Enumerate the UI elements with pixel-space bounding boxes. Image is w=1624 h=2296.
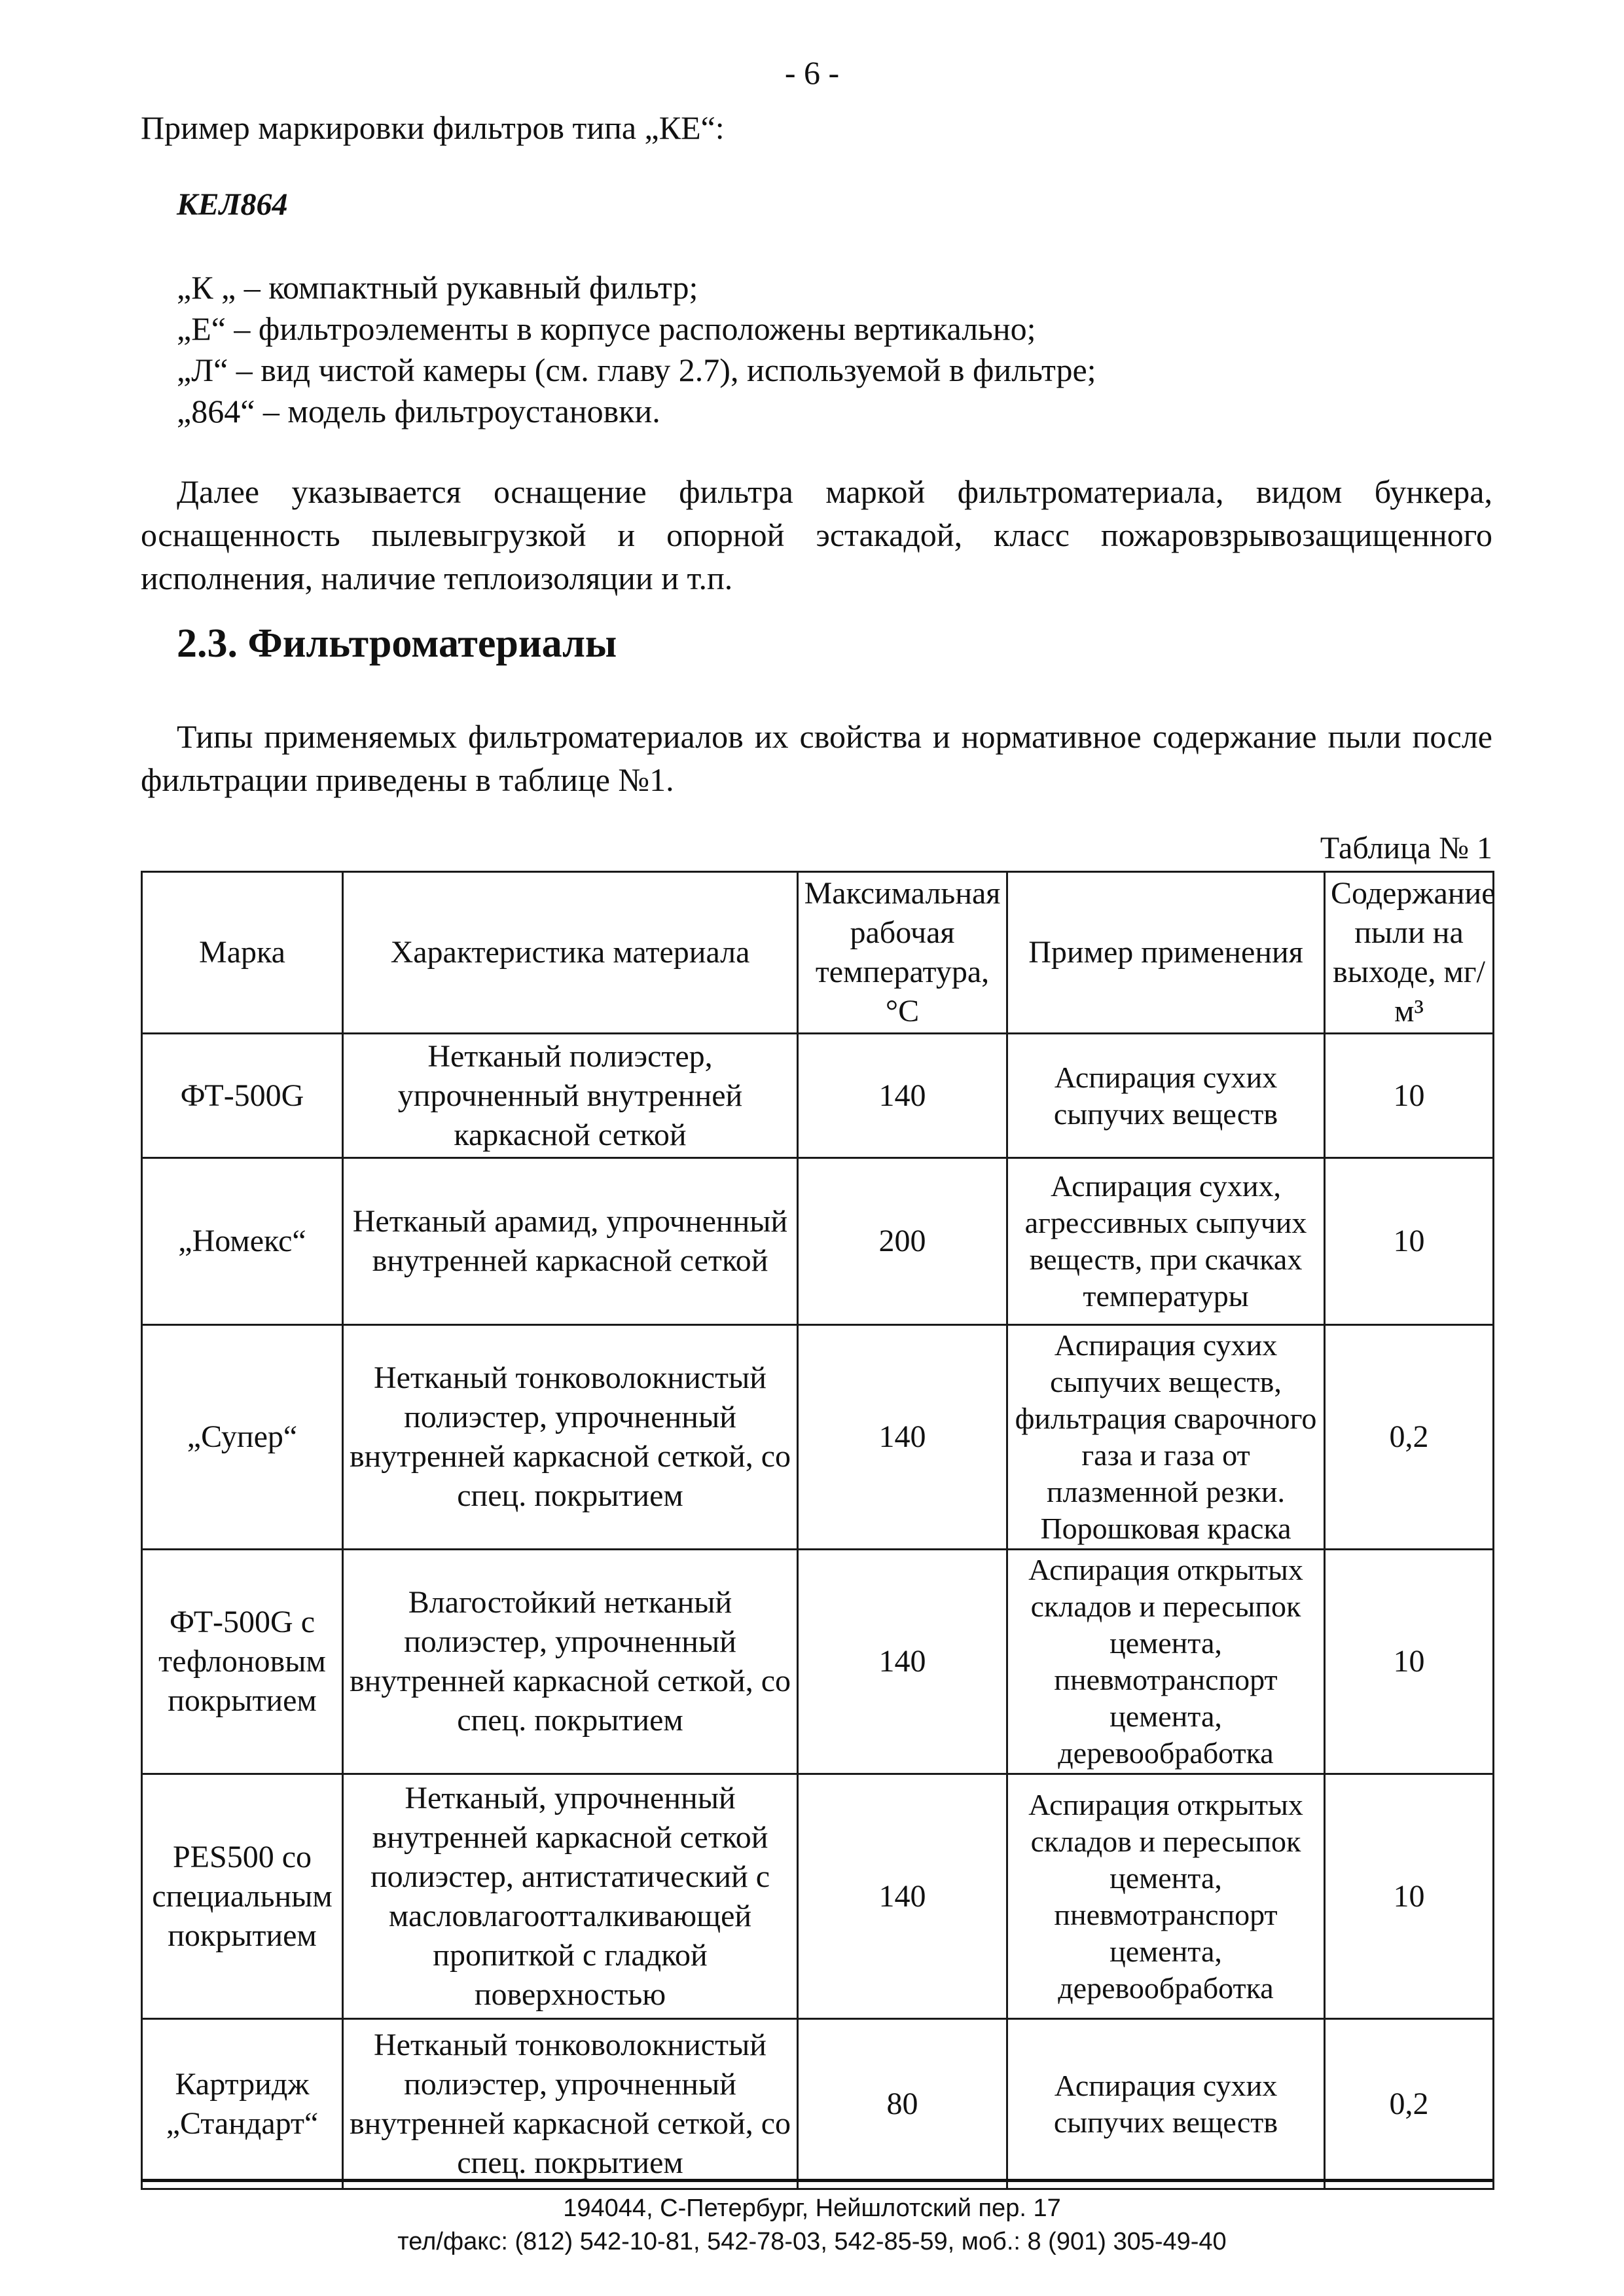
table-row [142, 2019, 1494, 2189]
cell-characteristic: Нетканый арамид, упрочненный внутренней каркасной сеткой [343, 1158, 798, 1325]
table-row [142, 1158, 1494, 1325]
cell-brand: ФТ-500G [142, 1034, 343, 1158]
cell-characteristic: Нетканый тонковолокнистый полиэстер, упрочненный внутренней каркасной сеткой, со спец. покрытием [343, 2019, 798, 2189]
marking-legend [177, 267, 1096, 432]
description-paragraph: Далее указывается оснащение фильтра маркой фильтроматериала, видом бункера, оснащенность пылевыгрузкой и опорной эстакадой, класс пожаровзрывозащищенного исполнения, наличие теплоизоляции и т.п. [141, 473, 1492, 596]
header-application: Пример применения [1007, 872, 1325, 1034]
cell-dust: 0,2 [1325, 2019, 1494, 2189]
footer-address: 194044, С-Петербург, Нейшлотский пер. 17 [563, 2195, 1061, 2222]
marking-code: КЕЛ864 [177, 187, 288, 222]
header-brand: Марка [142, 872, 343, 1034]
legend-item-l: „Л“ – вид чистой камеры (см. главу 2.7), используемой в фильтре; [177, 352, 1096, 388]
cell-application: Аспирация сухих сыпучих веществ, фильтрация сварочного газа и газа от плазменной резки. Порошковая краска [1007, 1325, 1325, 1550]
cell-characteristic: Нетканый, упрочненный внутренней каркасной сеткой полиэстер, антистатический с масловлагоотталкивающей пропиткой с гладкой поверхностью [343, 1774, 798, 2019]
cell-brand: ФТ-500G с тефлоновым покрытием [142, 1550, 343, 1774]
cell-dust: 10 [1325, 1774, 1494, 2019]
cell-dust: 10 [1325, 1158, 1494, 1325]
cell-brand: Картридж „Стандарт“ [142, 2019, 343, 2189]
table-header-row [142, 872, 1494, 1034]
footer-contacts: тел/факс: (812) 542-10-81, 542-78-03, 542-85-59, моб.: 8 (901) 305-49-40 [397, 2228, 1227, 2255]
cell-max-temp: 140 [798, 1325, 1007, 1550]
cell-characteristic: Влагостойкий нетканый полиэстер, упрочненный внутренней каркасной сеткой, со спец. покрытием [343, 1550, 798, 1774]
page-number: - 6 - [784, 54, 840, 91]
filter-materials-table [141, 871, 1494, 2190]
cell-max-temp: 140 [798, 1550, 1007, 1774]
header-max-temp: Максимальная рабочая температура, °С [798, 872, 1007, 1034]
cell-max-temp: 80 [798, 2019, 1007, 2189]
legend-item-864: „864“ – модель фильтроустановки. [177, 393, 660, 429]
cell-dust: 0,2 [1325, 1325, 1494, 1550]
cell-characteristic: Нетканый полиэстер, упрочненный внутренней каркасной сеткой [343, 1034, 798, 1158]
cell-dust: 10 [1325, 1034, 1494, 1158]
table-row [142, 1034, 1494, 1158]
cell-max-temp: 140 [798, 1034, 1007, 1158]
cell-application: Аспирация сухих, агрессивных сыпучих веществ, при скачках температуры [1007, 1158, 1325, 1325]
table-row [142, 1550, 1494, 1774]
cell-application: Аспирация открытых складов и пересыпок цемента, пневмотранспорт цемента, деревообработка [1007, 1550, 1325, 1774]
cell-application: Аспирация сухих сыпучих веществ [1007, 2019, 1325, 2189]
legend-item-k: „К „ – компактный рукавный фильтр; [177, 269, 698, 306]
table-row [142, 1325, 1494, 1550]
header-characteristic: Характеристика материала [343, 872, 798, 1034]
legend-item-e: „Е“ – фильтроэлементы в корпусе расположены вертикально; [177, 310, 1036, 347]
cell-brand: „Номекс“ [142, 1158, 343, 1325]
cell-application: Аспирация открытых складов и пересыпок цемента, пневмотранспорт цемента, деревообработка [1007, 1774, 1325, 2019]
footer-divider [141, 2179, 1492, 2182]
header-dust: Содержание пыли на выходе, мг/м³ [1325, 872, 1494, 1034]
cell-max-temp: 200 [798, 1158, 1007, 1325]
table-caption: Таблица № 1 [1320, 831, 1492, 866]
cell-dust: 10 [1325, 1550, 1494, 1774]
cell-brand: „Супер“ [142, 1325, 343, 1550]
section-heading: 2.3. Фильтроматериалы [177, 621, 617, 666]
intro-text: Пример маркировки фильтров типа „КЕ“: [141, 109, 725, 146]
types-paragraph: Типы применяемых фильтроматериалов их свойства и нормативное содержание пыли после фильтрации приведены в таблице №1. [141, 718, 1492, 798]
cell-max-temp: 140 [798, 1774, 1007, 2019]
table-row [142, 1774, 1494, 2019]
cell-application: Аспирация сухих сыпучих веществ [1007, 1034, 1325, 1158]
cell-brand: PES500 со специальным покрытием [142, 1774, 343, 2019]
cell-characteristic: Нетканый тонковолокнистый полиэстер, упрочненный внутренней каркасной сеткой, со спец. покрытием [343, 1325, 798, 1550]
